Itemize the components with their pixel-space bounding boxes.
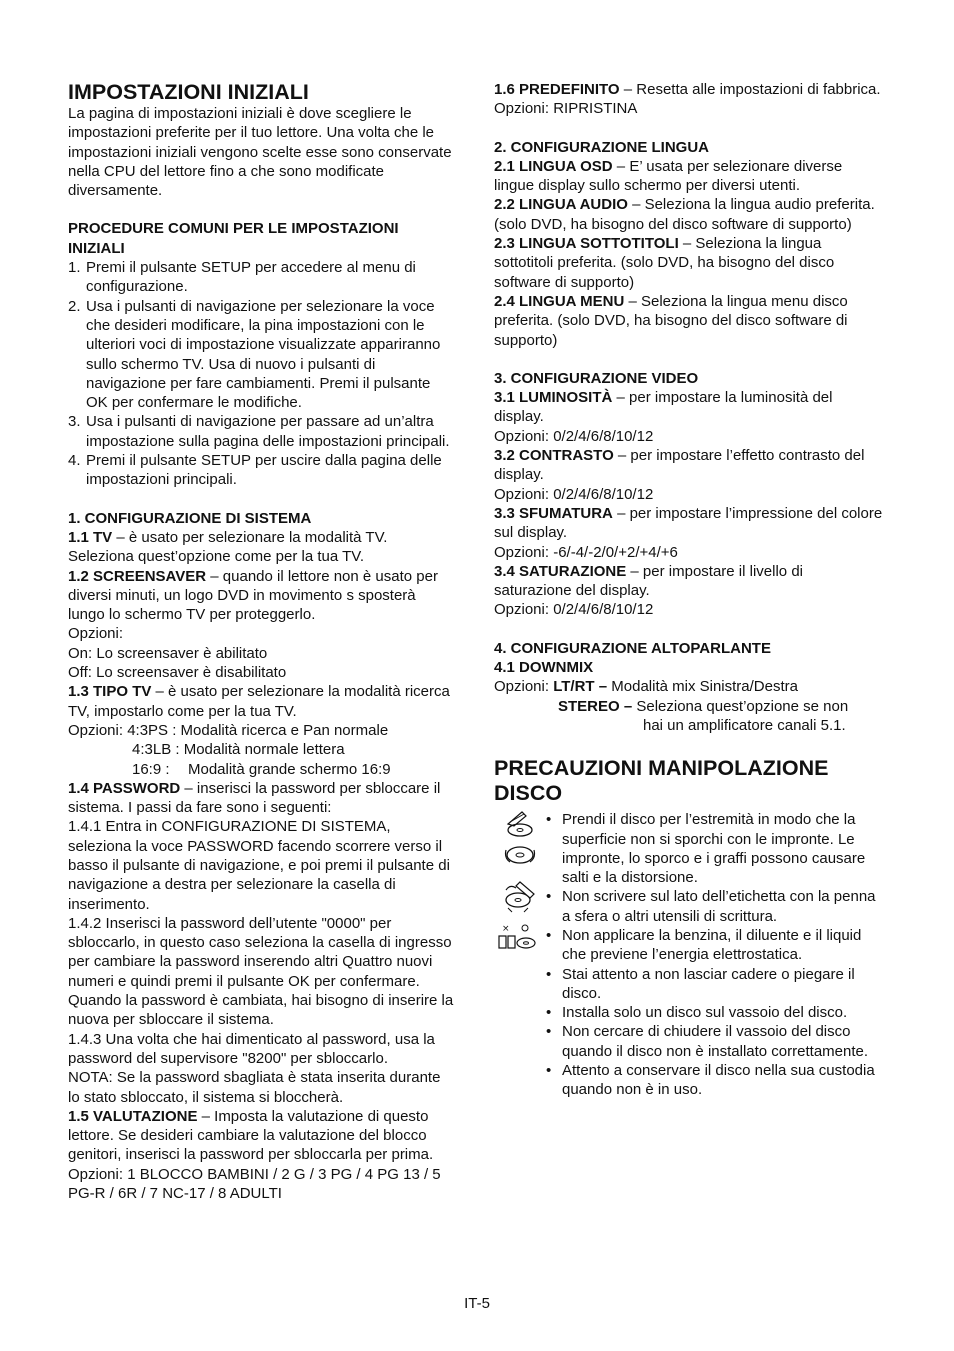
password-step-1: 1.4.1 Entra in CONFIGURAZIONE DI SISTEMA, seleziona la voce PASSWORD facendo scorrere verso il basso il pulsante di navigazione, e poi premi il pulsante di navigazione a destra per selezionare la casella di inserimento.	[68, 818, 450, 913]
no-solvents-icon	[496, 922, 540, 954]
step-number: 2.	[68, 297, 81, 315]
brightness-label: 3.1 LUMINOSITÀ	[494, 389, 613, 407]
step-item	[68, 297, 456, 413]
default-setting	[494, 80, 884, 99]
step-number: 1.	[68, 259, 81, 277]
step-item	[68, 451, 456, 490]
tv-setting	[68, 528, 456, 567]
screensaver-off: Off: Lo screensaver è disabilitato	[68, 664, 287, 682]
step-item	[68, 258, 456, 297]
tv-type-label: 1.3 TIPO TV	[68, 683, 152, 701]
tv-type-option-3	[68, 760, 456, 779]
procedure-heading: PROCEDURE COMUNI PER LE IMPOSTAZIONI INIZIALI	[68, 220, 399, 257]
subtitle-language-label: 2.3 LINGUA SOTTOTITOLI	[494, 235, 679, 253]
downmix-ltrt-text: Modalità mix Sinistra/Destra	[607, 678, 798, 696]
hand-holding-disc-icon	[500, 810, 540, 840]
list-item: • Installa solo un disco sul vassoio del disco.	[544, 1003, 884, 1022]
intro-paragraph: La pagina di impostazioni iniziali è dove scegliere le impostazioni preferite per il tuo lettore. Una volta che le impostazioni iniziali vengono scelte esse sono conservate nella CPU del lettore fino a che sono modificate diversamente.	[68, 105, 452, 200]
audio-language-text: – Seleziona la lingua audio preferita. (solo DVD, ha bisogno del disco software di supporto)	[494, 196, 875, 233]
saturation-text: – per impostare il livello di saturazione del display.	[494, 562, 803, 600]
video-config-heading: 3. CONFIGURAZIONE VIDEO	[494, 369, 699, 387]
password-label: 1.4 PASSWORD	[68, 779, 181, 797]
default-text: – Resetta alle impostazioni di fabbrica.	[619, 81, 881, 98]
password-note: NOTA: Se la password sbagliata è stata inserita durante lo stato sbloccato, il sistema si bloccherà.	[68, 1069, 441, 1106]
tv-type-option-3-key: 16:9 :	[132, 760, 170, 778]
page-title: IMPOSTAZIONI INIZIALI	[68, 80, 309, 104]
saturation-options: Opzioni: 0/2/4/6/8/10/12	[494, 601, 654, 619]
rating-setting	[68, 1107, 456, 1165]
procedure-steps	[68, 258, 456, 490]
contrast-setting	[494, 446, 884, 485]
svg-text:×: ×	[502, 924, 510, 935]
tv-type-setting	[68, 682, 456, 721]
downmix-stereo-text-2: hai un amplificatore canali 5.1.	[643, 716, 846, 734]
tv-label: 1.1 TV	[68, 528, 113, 546]
saturation-setting	[494, 562, 884, 601]
list-item: • Stai attento a non lasciar cadere o piegare il disco.	[544, 965, 884, 1004]
screensaver-text: – quando il lettore non è usato per diversi minuti, un logo DVD in movimento s sposterà lungo lo schermo TV per proteggerlo.	[68, 567, 438, 624]
hue-label: 3.3 SFUMATURA	[494, 504, 613, 522]
list-item: • Non applicare la benzina, il diluente e il liquid che previene l’energia elettrostatica.	[544, 926, 884, 965]
screensaver-setting	[68, 567, 456, 625]
tv-text: – è usato per selezionare la modalità TV. Seleziona quest’opzione come per la tua TV.	[68, 528, 388, 566]
downmix-stereo-label: STEREO –	[558, 697, 633, 715]
left-column	[68, 80, 456, 1203]
step-item	[68, 412, 456, 451]
password-step-3: 1.4.3 Una volta che hai dimenticato al password, usa la password del supervisore "8200" per sbloccarlo.	[68, 1030, 435, 1067]
system-config-heading: 1. CONFIGURAZIONE DI SISTEMA	[68, 509, 312, 527]
disc-handling-icons	[494, 810, 540, 954]
osd-language-setting	[494, 157, 884, 196]
precautions-section	[494, 810, 884, 1099]
no-pen-on-label-icon	[500, 878, 540, 916]
contrast-label: 3.2 CONTRASTO	[494, 447, 614, 465]
rating-label: 1.5 VALUTAZIONE	[68, 1107, 198, 1125]
list-item: • Non cercare di chiudere il vassoio del disco quando il disco non è installato correttamente.	[544, 1022, 884, 1061]
audio-language-setting	[494, 195, 884, 234]
menu-language-setting	[494, 292, 884, 350]
step-number: 3.	[68, 413, 81, 431]
contrast-text: – per impostare l’effetto contrasto del display.	[494, 447, 865, 484]
brightness-text: – per impostare la luminosità del display.	[494, 389, 833, 426]
step-text: Usa i pulsanti di navigazione per selezionare la voce che desideri modificare, la pina impostazioni con le ulteriori voci di impostazione visualizzate appariranno sullo schermo TV. Usa di nuovo i pulsanti di navigazione per fare cambiamenti. Premi il pulsante OK per confermare le modifiche.	[86, 297, 441, 412]
language-config-heading: 2. CONFIGURAZIONE LINGUA	[494, 138, 710, 156]
precautions-title: PRECAUZIONI MANIPOLAZIONE DISCO	[494, 756, 829, 806]
hue-text: – per impostare l’impressione del colore sul display.	[494, 504, 883, 542]
step-number: 4.	[68, 452, 81, 470]
step-text: Premi il pulsante SETUP per accedere al menu di configurazione.	[86, 259, 416, 296]
list-item: • Non scrivere sul lato dell’etichetta con la penna a sfera o altri utensili di scrittura.	[544, 887, 884, 926]
brightness-options: Opzioni: 0/2/4/6/8/10/12	[494, 427, 654, 445]
menu-language-text: – Seleziona la lingua menu disco preferita. (solo DVD, ha bisogno del disco software di supporto)	[494, 292, 848, 349]
screensaver-options: Opzioni:	[68, 625, 124, 643]
downmix-stereo-option	[494, 697, 884, 716]
downmix-stereo-text: Seleziona quest’opzione se non	[632, 697, 849, 715]
downmix-ltrt-label: LT/RT –	[553, 678, 608, 696]
step-text: Premi il pulsante SETUP per uscire dalla pagina delle impostazioni principali.	[86, 452, 442, 489]
downmix-heading: 4.1 DOWNMIX	[494, 659, 594, 677]
list-item: • Attento a conservare il disco nella sua custodia quando non è in uso.	[544, 1061, 884, 1100]
subtitle-language-setting	[494, 234, 884, 292]
hue-setting	[494, 504, 884, 543]
tv-type-option-3-value: Modalità grande schermo 16:9	[188, 760, 391, 778]
step-text: Usa i pulsanti di navigazione per passare ad un’altra impostazione sulla pagina delle impostazioni principali.	[86, 413, 450, 450]
list-item: • Prendi il disco per l’estremità in modo che la superficie non si sporchi con le impronte. Le impronte, lo sporco e i graffi possono causare salti e la distorsione.	[544, 810, 884, 887]
disc-fingerprint-icon	[500, 840, 540, 870]
saturation-label: 3.4 SATURAZIONE	[494, 562, 627, 580]
downmix-ltrt-option	[494, 677, 884, 696]
subtitle-language-text: – Seleziona la lingua sottotitoli preferita. (solo DVD, ha bisogno del disco software di supporto)	[494, 235, 835, 291]
tv-type-option-1: Opzioni: 4:3PS : Modalità ricerca e Pan normale	[68, 721, 389, 739]
osd-language-text: – E’ usata per selezionare diverse lingue display sullo schermo per diversi utenti.	[494, 157, 843, 195]
default-label: 1.6 PREDEFINITO	[494, 81, 620, 98]
rating-text: – Imposta la valutazione di questo lettore. Se desideri cambiare la valutazione del blocco genitori, inserisci la password per sbloccarla per prima.	[68, 1107, 434, 1164]
contrast-options: Opzioni: 0/2/4/6/8/10/12	[494, 485, 654, 503]
password-text: – inserisci la password per sbloccare il sistema. I passi da fare sono i seguenti:	[68, 779, 441, 817]
menu-language-label: 2.4 LINGUA MENU	[494, 292, 625, 310]
audio-language-label: 2.2 LINGUA AUDIO	[494, 196, 628, 214]
speaker-config-heading: 4. CONFIGURAZIONE ALTOPARLANTE	[494, 639, 771, 657]
password-step-2: 1.4.2 Inserisci la password dell’utente "0000" per sbloccarlo, in questo caso seleziona la casella di ingresso per cambiare la password inserendo altri Quattro nuovi numeri e quindi premi il pulsante OK per confermare. Quando la password è cambiata, hai bisogno di inserire la nuova per sbloccare il sistema.	[68, 914, 454, 1029]
hue-options: Opzioni: -6/-4/-2/0/+2/+4/+6	[494, 543, 678, 561]
precautions-list	[544, 810, 884, 1099]
right-column	[494, 80, 884, 1100]
default-options: Opzioni: RIPRISTINA	[494, 100, 638, 118]
page-number: IT-5	[464, 1295, 490, 1312]
rating-options: Opzioni: 1 BLOCCO BAMBINI / 2 G / 3 PG / 4 PG 13 / 5 PG-R / 6R / 7 NC-17 / 8 ADULTI	[68, 1165, 441, 1203]
tv-type-option-2: 4:3LB : Modalità normale lettera	[132, 741, 345, 759]
screensaver-label: 1.2 SCREENSAVER	[68, 567, 207, 585]
downmix-options-prefix: Opzioni:	[494, 678, 554, 696]
tv-type-text: – è usato per selezionare la modalità ricerca TV, impostarlo come per la tua TV.	[68, 683, 450, 720]
password-setting	[68, 779, 456, 818]
screensaver-on: On: Lo screensaver è abilitato	[68, 644, 268, 662]
osd-language-label: 2.1 LINGUA OSD	[494, 157, 613, 175]
brightness-setting	[494, 388, 884, 427]
